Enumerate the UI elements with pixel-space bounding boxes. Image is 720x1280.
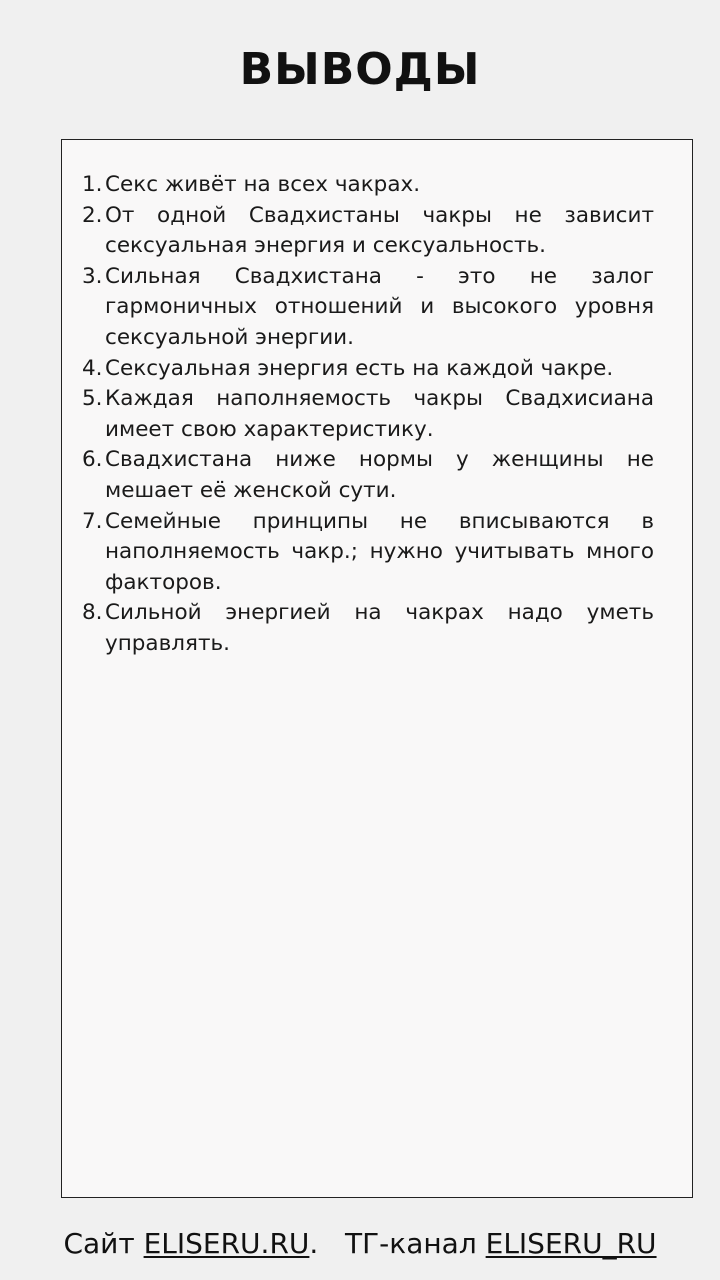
item-text: Секс живёт на всех чакрах. bbox=[105, 172, 421, 197]
item-text: Семейные принципы не вписываются в наполняемость чакр.; нужно учитывать много факторов. bbox=[105, 508, 654, 595]
footer-separator: . bbox=[309, 1227, 345, 1260]
list-item bbox=[82, 201, 654, 262]
item-number: 7. bbox=[82, 508, 103, 534]
footer bbox=[0, 1224, 720, 1264]
list-item bbox=[82, 170, 654, 201]
list-item bbox=[82, 262, 654, 354]
tg-label: ТГ-канал bbox=[345, 1227, 486, 1260]
item-number: 6. bbox=[82, 447, 103, 473]
item-text: Сексуальная энергия есть на каждой чакре. bbox=[105, 355, 614, 381]
item-text: От одной Свадхистаны чакры не зависит сексуальная энергия и сексуальность. bbox=[105, 202, 654, 259]
list-item bbox=[82, 384, 654, 445]
item-text: Сильная Свадхистана - это не залог гармоничных отношений и высокого уровня сексуальной энергии. bbox=[105, 263, 654, 350]
list-item bbox=[82, 598, 654, 659]
site-label: Сайт bbox=[63, 1227, 144, 1260]
item-number: 4. bbox=[82, 355, 103, 381]
list-item bbox=[82, 354, 654, 385]
conclusions-panel bbox=[61, 139, 693, 1198]
item-number: 8. bbox=[82, 600, 103, 626]
list-item bbox=[82, 507, 654, 599]
item-number: 5. bbox=[82, 386, 103, 412]
item-text: Сильной энергией на чакрах надо уметь управлять. bbox=[105, 600, 654, 656]
list-item bbox=[82, 445, 654, 506]
item-number: 1. bbox=[82, 172, 103, 197]
item-text: Каждая наполняемость чакры Свадхисиана имеет свою характеристику. bbox=[105, 386, 654, 442]
site-link[interactable]: ELISERU.RU bbox=[143, 1227, 310, 1260]
item-number: 3. bbox=[82, 263, 103, 289]
item-number: 2. bbox=[82, 202, 103, 228]
conclusions-list bbox=[82, 170, 654, 660]
tg-channel-link[interactable]: ELISERU_RU bbox=[485, 1227, 657, 1260]
item-text: Свадхистана ниже нормы у женщины не мешает её женской сути. bbox=[105, 447, 654, 503]
page-title: ВЫВОДЫ bbox=[239, 44, 481, 95]
